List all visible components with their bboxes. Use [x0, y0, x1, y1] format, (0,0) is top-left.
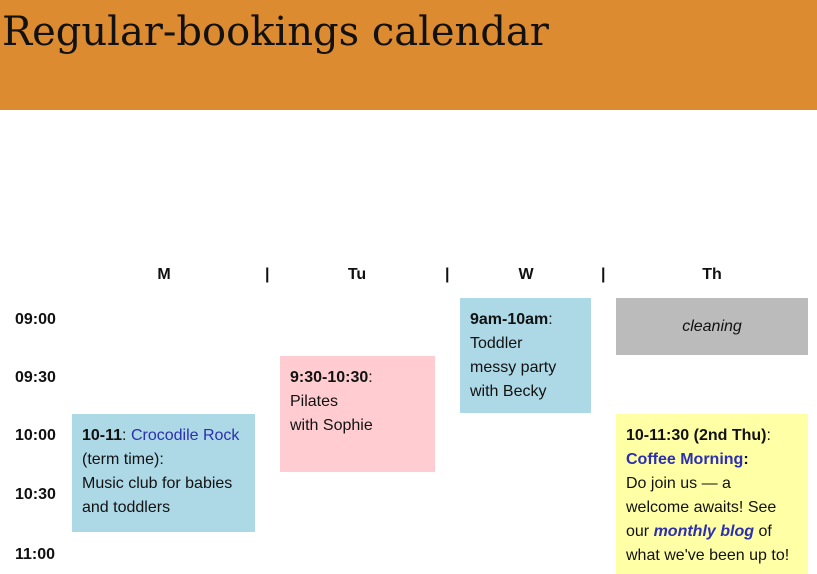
- booking-line: what we've been up to!: [626, 547, 790, 564]
- column-separator: |: [445, 266, 450, 283]
- day-header-wednesday: W: [518, 266, 534, 283]
- time-label-1100: 11:00: [15, 546, 56, 563]
- booking-line-post: of: [754, 523, 772, 540]
- booking-time: 10-11: [82, 427, 123, 444]
- crocodile-rock-link[interactable]: Crocodile Rock: [130, 427, 240, 444]
- cleaning-label: cleaning: [682, 317, 742, 335]
- coffee-morning-link[interactable]: Coffee Morning: [626, 451, 744, 468]
- booking-line: Do join us — a: [626, 475, 731, 492]
- booking-line: with Sophie: [290, 417, 373, 434]
- time-label-1000: 10:00: [15, 427, 56, 444]
- day-header-thursday: Th: [702, 266, 722, 283]
- booking-line: with Becky: [470, 383, 547, 400]
- booking-line: Pilates: [290, 393, 339, 410]
- column-separator: |: [265, 266, 270, 283]
- monthly-blog-link[interactable]: monthly blog: [653, 523, 755, 540]
- time-label-0930: 09:30: [15, 369, 56, 386]
- booking-pilates: 9:30-10:30: Pilates with Sophie: [280, 356, 435, 472]
- booking-line: Music club for babies: [82, 475, 233, 492]
- booking-time: 9am-10am: [470, 311, 549, 328]
- page-header: [0, 0, 817, 110]
- time-label-0900: 09:00: [15, 311, 56, 328]
- booking-line: Toddler: [470, 335, 523, 352]
- booking-line: messy party: [470, 359, 557, 376]
- booking-toddler-messy-party: 9am-10am: Toddler messy party with Becky: [460, 298, 591, 413]
- booking-line: (term time):: [82, 451, 164, 468]
- booking-line-pre: our: [626, 523, 654, 540]
- booking-crocodile-rock: 10-11: Crocodile Rock (term time): Music club for babies and toddlers: [72, 414, 255, 532]
- booking-cleaning: [616, 298, 808, 355]
- booking-time: 9:30-10:30: [290, 369, 369, 386]
- booking-time: 10-11:30 (2nd Thu): [626, 427, 767, 444]
- column-separator: |: [601, 266, 606, 283]
- booking-line: and toddlers: [82, 499, 171, 516]
- page-title: Regular-bookings calendar: [2, 9, 549, 55]
- day-header-tuesday: Tu: [347, 266, 367, 283]
- day-header-monday: M: [157, 266, 171, 283]
- booking-line: welcome awaits! See: [626, 499, 777, 516]
- time-label-1030: 10:30: [15, 486, 56, 503]
- booking-coffee-morning: 10-11:30 (2nd Thu): Coffee Morning: Do join us — a welcome awaits! See our monthly blog of what we've been up to!: [616, 414, 808, 574]
